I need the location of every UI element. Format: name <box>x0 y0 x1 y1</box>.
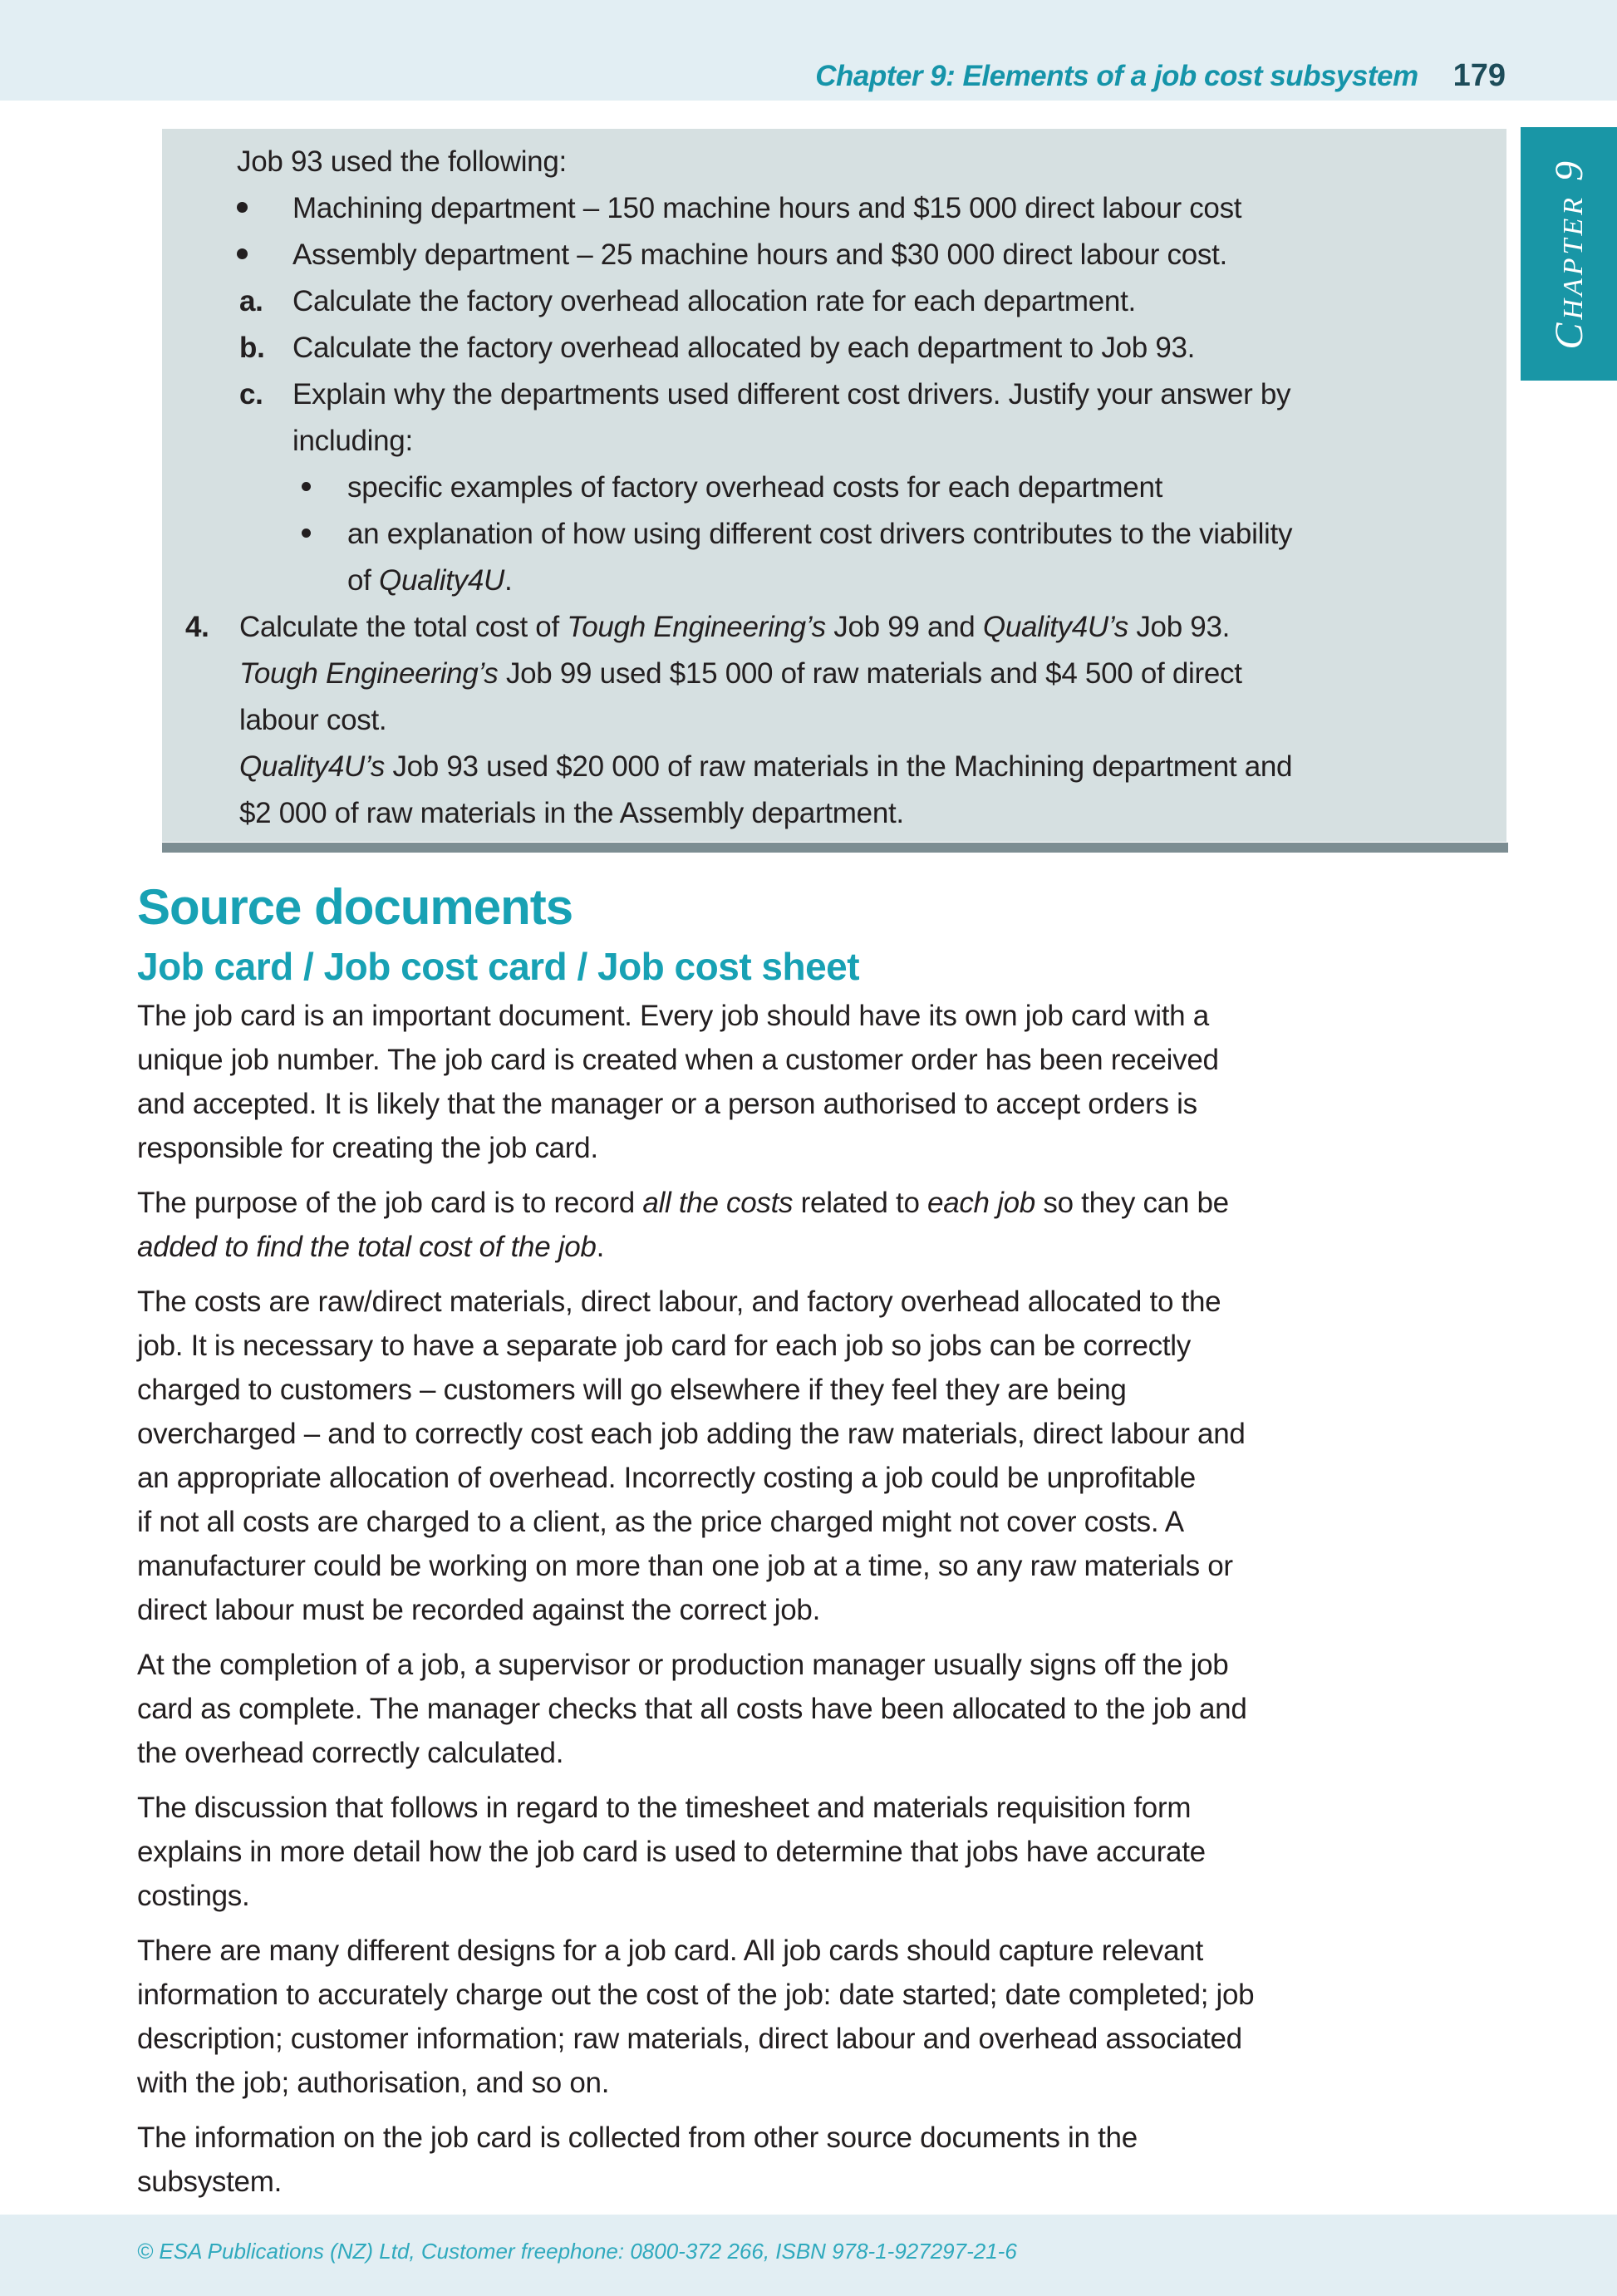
text-run: There are many different designs for a job card. All job cards should capture relevant <box>137 1935 1203 1967</box>
text-run: The discussion that follows in regard to the timesheet and materials requisition form <box>137 1792 1192 1824</box>
italic-text: Quality4U’s <box>239 750 386 783</box>
text-run: overcharged – and to correctly cost each job adding the raw materials, direct labour and <box>137 1418 1246 1450</box>
text-run: Assembly department – 25 machine hours and $30 000 direct labour cost. <box>292 238 1227 271</box>
item-text <box>292 232 1227 278</box>
italic-text: added to find the total cost of the job <box>137 1231 597 1263</box>
text-run: $2 000 of raw materials in the Assembly department. <box>239 797 904 829</box>
text-run: The costs are raw/direct materials, direct labour, and factory overhead allocated to the <box>137 1286 1221 1318</box>
italic-text: each job <box>927 1187 1035 1219</box>
text-run: . <box>504 564 513 597</box>
exercise-box-shadow-bar <box>162 843 1508 853</box>
text-run: description; customer information; raw materials, direct labour and overhead associated <box>137 2023 1242 2055</box>
page-number: 179 <box>1452 58 1506 93</box>
item-text <box>292 278 1136 325</box>
body-paragraph <box>137 1929 1550 2105</box>
text-run: charged to customers – customers will go elsewhere if they feel they are being <box>137 1374 1127 1406</box>
body-paragraph <box>137 2116 1550 2204</box>
item-label: c. <box>239 378 263 411</box>
item-text <box>239 604 1230 651</box>
exercise-item-letter <box>162 371 1506 465</box>
text-run: information to accurately charge out the cost of the job: date started; date completed; job <box>137 1979 1255 2011</box>
text-run: Calculate the factory overhead allocated by each department to Job 93. <box>292 332 1196 364</box>
bullet-icon <box>237 232 292 278</box>
italic-text: Tough Engineering’s <box>239 657 499 690</box>
text-run: including: <box>292 425 413 457</box>
text-run: direct labour must be recorded against the correct job. <box>137 1594 820 1626</box>
italic-text: Quality4U <box>379 564 504 597</box>
text-run: Job 93 used $20 000 of raw materials in the Machining department and <box>385 750 1293 783</box>
exercise-box <box>162 129 1506 842</box>
text-run: Explain why the departments used different cost drivers. Justify your answer by <box>292 378 1291 411</box>
italic-text: Tough Engineering’s <box>567 611 826 643</box>
text-run: Calculate the factory overhead allocation rate for each department. <box>292 285 1136 317</box>
text-run: an appropriate allocation of overhead. Incorrectly costing a job could be unprofitable <box>137 1462 1196 1494</box>
bullet-icon <box>302 465 347 511</box>
text-run: manufacturer could be working on more than one job at a time, so any raw materials or <box>137 1550 1233 1582</box>
exercise-item-letter <box>162 325 1506 371</box>
item-text <box>292 185 1241 232</box>
text-run: labour cost. <box>239 704 387 736</box>
exercise-item-cont <box>162 744 1506 837</box>
text-run: job. It is necessary to have a separate job card for each job so jobs can be correctly <box>137 1330 1191 1362</box>
text-run: specific examples of factory overhead costs for each department <box>347 471 1163 504</box>
exercise-item-letter <box>162 278 1506 325</box>
text-run: with the job; authorisation, and so on. <box>137 2067 610 2099</box>
subsection-heading: Job card / Job cost card / Job cost sheet <box>137 945 860 988</box>
text-run: and accepted. It is likely that the manager or a person authorised to accept orders is <box>137 1088 1197 1120</box>
body-paragraph <box>137 1786 1550 1918</box>
chapter-header-title: Chapter 9: Elements of a job cost subsystem <box>815 60 1418 92</box>
text-run: Machining department – 150 machine hours and $15 000 direct labour cost <box>292 192 1242 224</box>
item-label: a. <box>239 285 263 317</box>
item-label: b. <box>239 332 265 364</box>
footer-text: © ESA Publications (NZ) Ltd, Customer freephone: 0800-372 266, ISBN 978-1-927297-21-6 <box>137 2239 1017 2264</box>
exercise-item-num <box>162 604 1506 651</box>
text-run: the overhead correctly calculated. <box>137 1737 564 1769</box>
text-run: Job 93. <box>1128 611 1231 643</box>
item-text <box>239 744 1292 837</box>
text-run: explains in more detail how the job card is used to determine that jobs have accurate <box>137 1836 1206 1868</box>
item-text <box>347 511 1292 604</box>
text-run: At the completion of a job, a supervisor or production manager usually signs off the job <box>137 1649 1229 1681</box>
exercise-item-sub <box>162 465 1506 511</box>
item-text <box>237 139 567 185</box>
bullet-icon <box>302 511 347 558</box>
text-run: The information on the job card is collected from other source documents in the <box>137 2121 1138 2154</box>
exercise-item-cont <box>162 651 1506 744</box>
text-run: The job card is an important document. Every job should have its own job card with a <box>137 1000 1209 1032</box>
item-text <box>292 325 1195 371</box>
italic-text: Quality4U’s <box>982 611 1128 643</box>
text-run: Calculate the total cost of <box>239 611 568 643</box>
exercise-item-bullet <box>162 185 1506 232</box>
body-paragraph <box>137 1181 1550 1269</box>
body-paragraph <box>137 994 1550 1170</box>
text-run: Job 99 and <box>825 611 983 643</box>
text-run: card as complete. The manager checks that all costs have been allocated to the job and <box>137 1693 1247 1725</box>
chapter-side-tab <box>1521 127 1617 381</box>
text-run: costings. <box>137 1880 250 1912</box>
text-run: Job 93 used the following: <box>237 145 567 178</box>
exercise-item-bullet <box>162 232 1506 278</box>
text-run: if not all costs are charged to a client, as the price charged might not cover costs. A <box>137 1506 1184 1538</box>
text-run: subsystem. <box>137 2166 282 2198</box>
chapter-tab-label: Chapter 9 <box>1546 158 1591 350</box>
text-run: an explanation of how using different cost drivers contributes to the viability <box>347 518 1293 550</box>
italic-text: all the costs <box>642 1187 794 1219</box>
text-run: so they can be <box>1035 1187 1229 1219</box>
bullet-icon <box>237 185 292 232</box>
text-run: unique job number. The job card is created when a customer order has been received <box>137 1044 1219 1076</box>
item-label: 4. <box>185 611 209 643</box>
text-run: The purpose of the job card is to record <box>137 1187 643 1219</box>
item-text <box>347 465 1162 511</box>
text-run: responsible for creating the job card. <box>137 1132 598 1164</box>
text-run: of <box>347 564 380 597</box>
text-run: . <box>596 1231 605 1263</box>
item-text <box>292 371 1290 465</box>
section-heading: Source documents <box>137 879 573 935</box>
exercise-item-sub <box>162 511 1506 604</box>
text-run: related to <box>793 1187 928 1219</box>
exercise-item-intro <box>162 139 1506 185</box>
body-paragraph <box>137 1643 1550 1775</box>
body-paragraph <box>137 1280 1550 1632</box>
body-text <box>137 994 1550 2204</box>
item-text <box>239 651 1242 744</box>
page-header <box>815 58 1506 94</box>
text-run: Job 99 used $15 000 of raw materials and $4 500 of direct <box>498 657 1242 690</box>
